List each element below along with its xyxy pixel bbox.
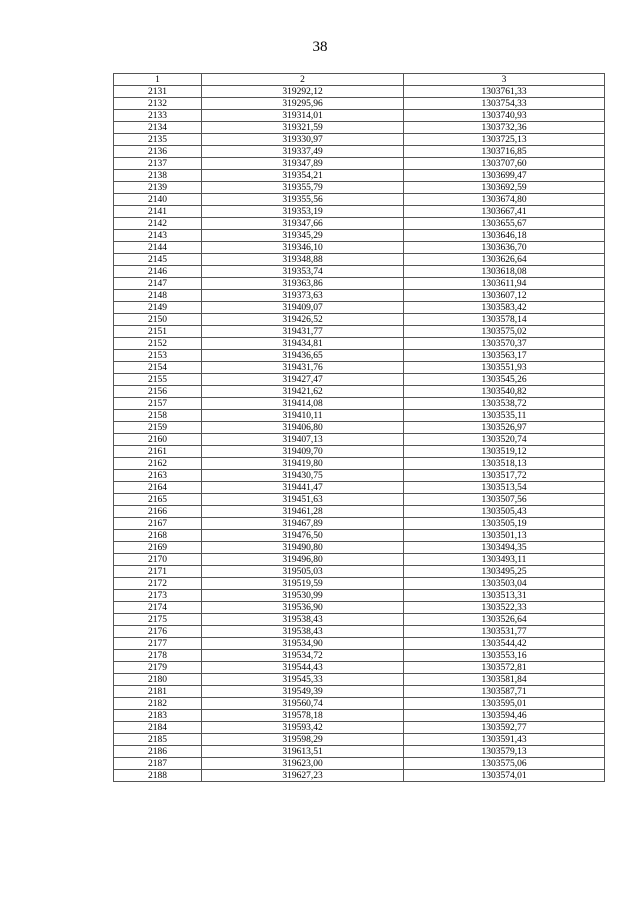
y-coordinate-cell: 1303579,13 [404,746,605,758]
y-coordinate-cell: 1303574,01 [404,770,605,782]
y-coordinate-cell: 1303495,25 [404,566,605,578]
x-coordinate-cell: 319578,18 [202,710,404,722]
point-number-cell: 2154 [114,362,202,374]
point-number-cell: 2187 [114,758,202,770]
x-coordinate-cell: 319295,96 [202,98,404,110]
table-row [114,398,605,410]
y-coordinate-cell: 1303587,71 [404,686,605,698]
x-coordinate-cell: 319414,08 [202,398,404,410]
column-header-3: 3 [404,74,605,86]
x-coordinate-cell: 319409,07 [202,302,404,314]
table-row [114,734,605,746]
coordinates-table [113,73,605,782]
point-number-cell: 2165 [114,494,202,506]
y-coordinate-cell: 1303563,17 [404,350,605,362]
point-number-cell: 2172 [114,578,202,590]
table-row [114,554,605,566]
y-coordinate-cell: 1303716,85 [404,146,605,158]
table-row [114,254,605,266]
x-coordinate-cell: 319490,80 [202,542,404,554]
point-number-cell: 2167 [114,518,202,530]
y-coordinate-cell: 1303707,60 [404,158,605,170]
table-row [114,278,605,290]
x-coordinate-cell: 319544,43 [202,662,404,674]
point-number-cell: 2151 [114,326,202,338]
x-coordinate-cell: 319347,89 [202,158,404,170]
point-number-cell: 2169 [114,542,202,554]
table-row [114,422,605,434]
table-row [114,386,605,398]
y-coordinate-cell: 1303594,46 [404,710,605,722]
x-coordinate-cell: 319355,56 [202,194,404,206]
y-coordinate-cell: 1303513,54 [404,482,605,494]
table-row [114,146,605,158]
point-number-cell: 2137 [114,158,202,170]
point-number-cell: 2173 [114,590,202,602]
x-coordinate-cell: 319337,49 [202,146,404,158]
table-row [114,206,605,218]
header-row [114,74,605,86]
point-number-cell: 2139 [114,182,202,194]
point-number-cell: 2141 [114,206,202,218]
table-row [114,230,605,242]
table-row [114,470,605,482]
table-row [114,194,605,206]
y-coordinate-cell: 1303519,12 [404,446,605,458]
point-number-cell: 2160 [114,434,202,446]
point-number-cell: 2188 [114,770,202,782]
y-coordinate-cell: 1303553,16 [404,650,605,662]
table-body [114,86,605,782]
x-coordinate-cell: 319363,86 [202,278,404,290]
point-number-cell: 2142 [114,218,202,230]
y-coordinate-cell: 1303667,41 [404,206,605,218]
point-number-cell: 2164 [114,482,202,494]
y-coordinate-cell: 1303611,94 [404,278,605,290]
table-row [114,410,605,422]
point-number-cell: 2181 [114,686,202,698]
y-coordinate-cell: 1303572,81 [404,662,605,674]
x-coordinate-cell: 319505,03 [202,566,404,578]
y-coordinate-cell: 1303520,74 [404,434,605,446]
x-coordinate-cell: 319348,88 [202,254,404,266]
table-row [114,446,605,458]
x-coordinate-cell: 319627,23 [202,770,404,782]
x-coordinate-cell: 319419,80 [202,458,404,470]
y-coordinate-cell: 1303699,47 [404,170,605,182]
x-coordinate-cell: 319431,77 [202,326,404,338]
point-number-cell: 2166 [114,506,202,518]
x-coordinate-cell: 319476,50 [202,530,404,542]
x-coordinate-cell: 319406,80 [202,422,404,434]
x-coordinate-cell: 319314,01 [202,110,404,122]
table-row [114,494,605,506]
y-coordinate-cell: 1303535,11 [404,410,605,422]
table-row [114,722,605,734]
point-number-cell: 2138 [114,170,202,182]
point-number-cell: 2132 [114,98,202,110]
table-row [114,242,605,254]
table-row [114,590,605,602]
table-row [114,326,605,338]
x-coordinate-cell: 319441,47 [202,482,404,494]
point-number-cell: 2135 [114,134,202,146]
x-coordinate-cell: 319613,51 [202,746,404,758]
y-coordinate-cell: 1303540,82 [404,386,605,398]
table-row [114,374,605,386]
table-row [114,566,605,578]
y-coordinate-cell: 1303513,31 [404,590,605,602]
table-row [114,662,605,674]
table-row [114,110,605,122]
x-coordinate-cell: 319292,12 [202,86,404,98]
y-coordinate-cell: 1303505,43 [404,506,605,518]
y-coordinate-cell: 1303754,33 [404,98,605,110]
column-header-2: 2 [202,74,404,86]
x-coordinate-cell: 319430,75 [202,470,404,482]
point-number-cell: 2157 [114,398,202,410]
table-row [114,434,605,446]
point-number-cell: 2153 [114,350,202,362]
column-header-1: 1 [114,74,202,86]
table-row [114,86,605,98]
x-coordinate-cell: 319623,00 [202,758,404,770]
point-number-cell: 2177 [114,638,202,650]
x-coordinate-cell: 319345,29 [202,230,404,242]
point-number-cell: 2134 [114,122,202,134]
y-coordinate-cell: 1303646,18 [404,230,605,242]
x-coordinate-cell: 319353,74 [202,266,404,278]
x-coordinate-cell: 319545,33 [202,674,404,686]
table-row [114,770,605,782]
point-number-cell: 2170 [114,554,202,566]
table-row [114,302,605,314]
point-number-cell: 2185 [114,734,202,746]
x-coordinate-cell: 319347,66 [202,218,404,230]
y-coordinate-cell: 1303607,12 [404,290,605,302]
y-coordinate-cell: 1303505,19 [404,518,605,530]
x-coordinate-cell: 319598,29 [202,734,404,746]
point-number-cell: 2182 [114,698,202,710]
table-row [114,638,605,650]
table-row [114,290,605,302]
table-row [114,314,605,326]
x-coordinate-cell: 319549,39 [202,686,404,698]
point-number-cell: 2162 [114,458,202,470]
table-row [114,698,605,710]
point-number-cell: 2161 [114,446,202,458]
point-number-cell: 2136 [114,146,202,158]
x-coordinate-cell: 319421,62 [202,386,404,398]
x-coordinate-cell: 319407,13 [202,434,404,446]
point-number-cell: 2146 [114,266,202,278]
x-coordinate-cell: 319353,19 [202,206,404,218]
y-coordinate-cell: 1303507,56 [404,494,605,506]
x-coordinate-cell: 319436,65 [202,350,404,362]
table-row [114,338,605,350]
x-coordinate-cell: 319346,10 [202,242,404,254]
point-number-cell: 2143 [114,230,202,242]
table-row [114,746,605,758]
table-row [114,158,605,170]
table-row [114,98,605,110]
y-coordinate-cell: 1303538,72 [404,398,605,410]
point-number-cell: 2150 [114,314,202,326]
x-coordinate-cell: 319355,79 [202,182,404,194]
point-number-cell: 2158 [114,410,202,422]
x-coordinate-cell: 319330,97 [202,134,404,146]
table-row [114,134,605,146]
x-coordinate-cell: 319593,42 [202,722,404,734]
point-number-cell: 2155 [114,374,202,386]
y-coordinate-cell: 1303591,43 [404,734,605,746]
x-coordinate-cell: 319373,63 [202,290,404,302]
point-number-cell: 2145 [114,254,202,266]
point-number-cell: 2174 [114,602,202,614]
y-coordinate-cell: 1303570,37 [404,338,605,350]
table-row [114,182,605,194]
point-number-cell: 2159 [114,422,202,434]
point-number-cell: 2144 [114,242,202,254]
x-coordinate-cell: 319496,80 [202,554,404,566]
point-number-cell: 2152 [114,338,202,350]
x-coordinate-cell: 319410,11 [202,410,404,422]
x-coordinate-cell: 319519,59 [202,578,404,590]
y-coordinate-cell: 1303725,13 [404,134,605,146]
y-coordinate-cell: 1303545,26 [404,374,605,386]
point-number-cell: 2171 [114,566,202,578]
point-number-cell: 2186 [114,746,202,758]
table-row [114,170,605,182]
table-row [114,518,605,530]
y-coordinate-cell: 1303581,84 [404,674,605,686]
x-coordinate-cell: 319536,90 [202,602,404,614]
point-number-cell: 2184 [114,722,202,734]
x-coordinate-cell: 319461,28 [202,506,404,518]
x-coordinate-cell: 319560,74 [202,698,404,710]
point-number-cell: 2179 [114,662,202,674]
table-row [114,350,605,362]
x-coordinate-cell: 319538,43 [202,614,404,626]
y-coordinate-cell: 1303494,35 [404,542,605,554]
table-row [114,758,605,770]
table-row [114,578,605,590]
x-coordinate-cell: 319426,52 [202,314,404,326]
y-coordinate-cell: 1303732,36 [404,122,605,134]
x-coordinate-cell: 319538,43 [202,626,404,638]
x-coordinate-cell: 319451,63 [202,494,404,506]
table-row [114,602,605,614]
point-number-cell: 2180 [114,674,202,686]
point-number-cell: 2148 [114,290,202,302]
x-coordinate-cell: 319354,21 [202,170,404,182]
y-coordinate-cell: 1303522,33 [404,602,605,614]
y-coordinate-cell: 1303655,67 [404,218,605,230]
table-row [114,614,605,626]
x-coordinate-cell: 319467,89 [202,518,404,530]
table-row [114,482,605,494]
y-coordinate-cell: 1303551,93 [404,362,605,374]
x-coordinate-cell: 319534,90 [202,638,404,650]
y-coordinate-cell: 1303636,70 [404,242,605,254]
y-coordinate-cell: 1303761,33 [404,86,605,98]
y-coordinate-cell: 1303592,77 [404,722,605,734]
table-row [114,542,605,554]
point-number-cell: 2168 [114,530,202,542]
y-coordinate-cell: 1303518,13 [404,458,605,470]
x-coordinate-cell: 319409,70 [202,446,404,458]
point-number-cell: 2149 [114,302,202,314]
x-coordinate-cell: 319427,47 [202,374,404,386]
table-header [114,74,605,86]
x-coordinate-cell: 319321,59 [202,122,404,134]
point-number-cell: 2176 [114,626,202,638]
point-number-cell: 2183 [114,710,202,722]
y-coordinate-cell: 1303544,42 [404,638,605,650]
y-coordinate-cell: 1303501,13 [404,530,605,542]
point-number-cell: 2140 [114,194,202,206]
y-coordinate-cell: 1303618,08 [404,266,605,278]
y-coordinate-cell: 1303626,64 [404,254,605,266]
point-number-cell: 2178 [114,650,202,662]
table-row [114,710,605,722]
y-coordinate-cell: 1303503,04 [404,578,605,590]
y-coordinate-cell: 1303674,80 [404,194,605,206]
table-row [114,506,605,518]
point-number-cell: 2175 [114,614,202,626]
y-coordinate-cell: 1303575,06 [404,758,605,770]
x-coordinate-cell: 319530,99 [202,590,404,602]
table-row [114,626,605,638]
table-row [114,362,605,374]
table-row [114,530,605,542]
table-row [114,122,605,134]
table-row [114,650,605,662]
point-number-cell: 2133 [114,110,202,122]
y-coordinate-cell: 1303740,93 [404,110,605,122]
y-coordinate-cell: 1303595,01 [404,698,605,710]
y-coordinate-cell: 1303692,59 [404,182,605,194]
table-row [114,218,605,230]
point-number-cell: 2156 [114,386,202,398]
x-coordinate-cell: 319534,72 [202,650,404,662]
page-number: 38 [312,39,328,55]
y-coordinate-cell: 1303526,97 [404,422,605,434]
y-coordinate-cell: 1303517,72 [404,470,605,482]
point-number-cell: 2131 [114,86,202,98]
y-coordinate-cell: 1303578,14 [404,314,605,326]
y-coordinate-cell: 1303493,11 [404,554,605,566]
point-number-cell: 2163 [114,470,202,482]
table-row [114,458,605,470]
table-row [114,674,605,686]
table-row [114,266,605,278]
y-coordinate-cell: 1303531,77 [404,626,605,638]
x-coordinate-cell: 319434,81 [202,338,404,350]
y-coordinate-cell: 1303526,64 [404,614,605,626]
point-number-cell: 2147 [114,278,202,290]
table-row [114,686,605,698]
y-coordinate-cell: 1303575,02 [404,326,605,338]
x-coordinate-cell: 319431,76 [202,362,404,374]
y-coordinate-cell: 1303583,42 [404,302,605,314]
